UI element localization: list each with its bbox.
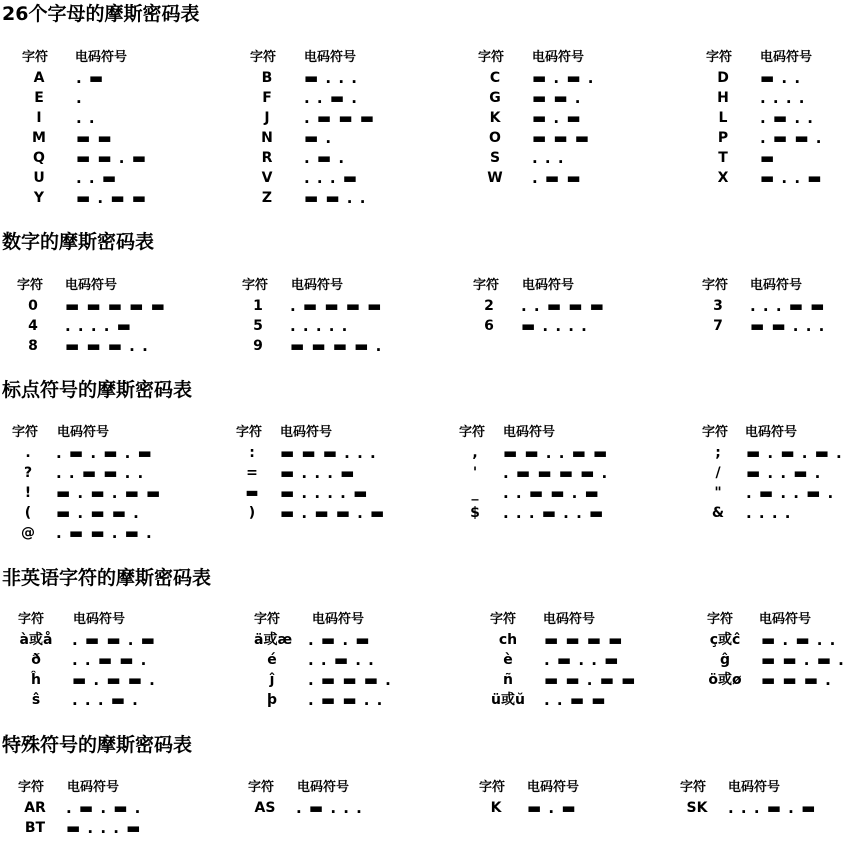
morse-char: ' xyxy=(472,465,478,481)
table-row xyxy=(702,316,848,336)
morse-char: ü或ŭ xyxy=(491,692,525,708)
morse-char: $ xyxy=(470,505,480,521)
table-row xyxy=(12,503,212,523)
table-row xyxy=(680,798,848,818)
morse-code: ▬ . ▬ ▬ xyxy=(76,189,147,207)
morse-code: . . ▬ . . xyxy=(308,651,375,669)
column-header-code: 电码符号 xyxy=(527,780,580,795)
column-header-char: 字符 xyxy=(17,278,44,293)
morse-char: Z xyxy=(261,190,273,206)
morse-char: T xyxy=(718,150,728,166)
table-row xyxy=(18,630,218,650)
column-header-char: 字符 xyxy=(22,50,49,65)
table-row xyxy=(478,128,678,148)
section-title: 非英语字符的摩斯密码表 xyxy=(2,567,212,589)
table-row xyxy=(18,818,218,838)
morse-code: ▬ . xyxy=(304,129,333,147)
morse-code: ▬ . . . ▬ xyxy=(66,819,142,837)
morse-code: . . . . . xyxy=(290,317,349,335)
morse-char: è xyxy=(503,652,513,668)
morse-char: J xyxy=(264,110,270,126)
morse-code: . . ▬ ▬ . . xyxy=(56,464,145,482)
morse-char: D xyxy=(717,70,729,86)
table-row xyxy=(254,650,454,670)
morse-char: ch xyxy=(498,632,518,648)
table-row xyxy=(702,483,848,503)
morse-code: . ▬ ▬ ▬ xyxy=(304,109,375,127)
column-header-code: 电码符号 xyxy=(297,780,350,795)
morse-char: AS xyxy=(254,800,276,816)
morse-code: . ▬ ▬ xyxy=(532,169,582,187)
morse-char: I xyxy=(36,110,42,126)
column-header-char: 字符 xyxy=(248,780,275,795)
morse-char: N xyxy=(261,130,273,146)
morse-code: ▬ . ▬ . xyxy=(532,69,595,87)
morse-code: . . ▬ ▬ ▬ xyxy=(521,297,605,315)
morse-char: S xyxy=(489,150,501,166)
morse-char: E xyxy=(34,90,44,106)
column-header-code: 电码符号 xyxy=(291,278,344,293)
morse-code: ▬ . ▬ ▬ . xyxy=(56,504,140,522)
morse-char: AR xyxy=(24,800,46,816)
table-row xyxy=(250,188,450,208)
table-row xyxy=(490,630,690,650)
morse-code: . . ▬ . xyxy=(304,89,358,107)
morse-code: ▬ ▬ ▬ ▬ . xyxy=(290,337,383,355)
section-punctuation xyxy=(0,378,848,401)
column-header-char: 字符 xyxy=(12,425,39,440)
morse-code: ▬ . ▬ . ▬ ▬ xyxy=(56,484,162,502)
morse-char: X xyxy=(717,170,729,186)
morse-code: ▬ . . . ▬ xyxy=(280,464,356,482)
morse-code: . ▬ . . ▬ . xyxy=(746,484,835,502)
morse-char: W xyxy=(487,170,503,186)
morse-code: . . ▬ xyxy=(76,169,118,187)
column-header-char: 字符 xyxy=(702,425,729,440)
column-header-char: 字符 xyxy=(459,425,486,440)
morse-char: & xyxy=(711,505,725,521)
table-row xyxy=(702,296,848,316)
column-header-code: 电码符号 xyxy=(65,278,118,293)
table-row xyxy=(706,88,848,108)
table-row xyxy=(18,798,218,818)
column-header-code: 电码符号 xyxy=(750,278,803,293)
morse-char: BT xyxy=(24,820,46,836)
table-row xyxy=(459,483,659,503)
table-row xyxy=(12,523,212,543)
column-header-char: 字符 xyxy=(707,612,734,627)
column-header-char: 字符 xyxy=(254,612,281,627)
table-row xyxy=(242,316,442,336)
table-row xyxy=(236,443,436,463)
morse-code: ▬ . ▬ . . xyxy=(761,631,837,649)
morse-char: 7 xyxy=(713,318,723,334)
morse-code: . . ▬ ▬ . xyxy=(72,651,148,669)
morse-code: . ▬ . ▬ . ▬ xyxy=(56,444,153,462)
morse-code: ▬ ▬ . ▬ ▬ xyxy=(544,671,637,689)
column-header-code: 电码符号 xyxy=(304,50,357,65)
table-row xyxy=(479,798,679,818)
morse-code: ▬ ▬ ▬ . . xyxy=(65,337,149,355)
table-row xyxy=(478,108,678,128)
morse-code: ▬ . ▬ ▬ . ▬ xyxy=(280,504,386,522)
morse-char: 2 xyxy=(484,298,494,314)
column-header-code: 电码符号 xyxy=(57,425,110,440)
table-row xyxy=(706,68,848,88)
morse-code: . . xyxy=(76,109,96,127)
morse-code: ▬ ▬ . xyxy=(532,89,582,107)
morse-code: . . . ▬ . . ▬ xyxy=(503,504,605,522)
morse-char: þ xyxy=(266,692,278,708)
morse-code: . . . xyxy=(532,149,565,167)
morse-char: R xyxy=(261,150,273,166)
morse-char: Y xyxy=(33,190,45,206)
morse-code: . ▬ ▬ ▬ ▬ . xyxy=(503,464,609,482)
morse-code: . xyxy=(76,89,83,107)
column-header-char: 字符 xyxy=(242,278,269,293)
table-row xyxy=(702,443,848,463)
morse-code: . ▬ ▬ . xyxy=(760,129,823,147)
table-row xyxy=(18,690,218,710)
column-header-code: 电码符号 xyxy=(759,612,812,627)
morse-code: ▬ . ▬ ▬ . xyxy=(72,671,156,689)
column-header-char: 字符 xyxy=(18,780,45,795)
morse-code: ▬ . . xyxy=(760,69,802,87)
column-header-code: 电码符号 xyxy=(543,612,596,627)
section-letters xyxy=(0,2,848,25)
morse-char: C xyxy=(489,70,501,86)
morse-char: 9 xyxy=(253,338,263,354)
table-row xyxy=(490,690,690,710)
morse-char: V xyxy=(261,170,273,186)
morse-char: ) xyxy=(248,505,256,521)
morse-code: . ▬ ▬ . ▬ xyxy=(72,631,156,649)
morse-char: K xyxy=(489,110,501,126)
morse-code: . . . ▬ ▬ xyxy=(750,297,826,315)
morse-char: @ xyxy=(21,525,35,541)
morse-char: " xyxy=(714,485,722,501)
column-header-code: 电码符号 xyxy=(522,278,575,293)
morse-code: ▬ ▬ ▬ . xyxy=(761,671,832,689)
table-row xyxy=(478,88,678,108)
column-header-char: 字符 xyxy=(680,780,707,795)
morse-char: ĝ xyxy=(719,652,731,668)
column-header-code: 电码符号 xyxy=(73,612,126,627)
morse-code: . . . . xyxy=(746,504,792,522)
morse-code: . . . . xyxy=(760,89,806,107)
table-row xyxy=(707,630,848,650)
column-header-code: 电码符号 xyxy=(728,780,781,795)
column-header-char: 字符 xyxy=(473,278,500,293)
morse-char: ĥ xyxy=(31,672,41,688)
morse-char: / xyxy=(715,465,721,481)
morse-code: ▬ ▬ . . . xyxy=(750,317,826,335)
table-row xyxy=(242,336,442,356)
morse-char: L xyxy=(718,110,728,126)
section-digits xyxy=(0,230,848,253)
table-row xyxy=(236,503,436,523)
column-header-char: 字符 xyxy=(18,612,45,627)
table-row xyxy=(236,483,436,503)
morse-code: ▬ ▬ ▬ ▬ ▬ xyxy=(65,297,166,315)
section-title: 26个字母的摩斯密码表 xyxy=(2,3,200,25)
column-header-code: 电码符号 xyxy=(503,425,556,440)
table-row xyxy=(459,463,659,483)
table-row xyxy=(12,463,212,483)
column-header-code: 电码符号 xyxy=(532,50,585,65)
morse-char: 8 xyxy=(28,338,38,354)
morse-code: . ▬ . ▬ xyxy=(308,631,371,649)
morse-char: 5 xyxy=(253,318,263,334)
morse-code: ▬ ▬ . . ▬ ▬ xyxy=(503,444,609,462)
morse-char: é xyxy=(267,652,277,668)
section-non-english xyxy=(0,566,848,589)
morse-code: . . ▬ ▬ . ▬ xyxy=(503,484,600,502)
table-row xyxy=(250,108,450,128)
table-row xyxy=(17,296,217,316)
table-row xyxy=(22,148,222,168)
morse-code: ▬ ▬ ▬ ▬ xyxy=(544,631,624,649)
section-title: 标点符号的摩斯密码表 xyxy=(2,379,193,401)
morse-code: . ▬ ▬ ▬ . xyxy=(308,671,392,689)
table-row xyxy=(12,443,212,463)
morse-char: ä或æ xyxy=(254,632,293,648)
morse-char: 3 xyxy=(713,298,723,314)
morse-code: ▬ ▬ ▬ . . . xyxy=(280,444,377,462)
morse-code: . . . ▬ . xyxy=(72,691,139,709)
morse-code: . ▬ . . ▬ xyxy=(544,651,620,669)
morse-code: ▬ ▬ . ▬ . xyxy=(761,651,845,669)
morse-char: = xyxy=(246,465,258,481)
table-row xyxy=(254,690,454,710)
column-header-char: 字符 xyxy=(478,50,505,65)
column-header-code: 电码符号 xyxy=(312,612,365,627)
table-row xyxy=(242,296,442,316)
morse-char: Q xyxy=(33,150,45,166)
table-row xyxy=(706,128,848,148)
column-header-code: 电码符号 xyxy=(760,50,813,65)
morse-code: . ▬ ▬ ▬ ▬ xyxy=(290,297,383,315)
morse-code: . ▬ ▬ . . xyxy=(308,691,384,709)
morse-char: SK xyxy=(686,800,708,816)
morse-code: . ▬ . xyxy=(304,149,346,167)
column-header-char: 字符 xyxy=(250,50,277,65)
table-row xyxy=(473,316,673,336)
morse-code: ▬ ▬ . ▬ xyxy=(76,149,147,167)
table-row xyxy=(250,68,450,88)
morse-char: F xyxy=(262,90,272,106)
table-row xyxy=(22,108,222,128)
table-row xyxy=(22,128,222,148)
morse-code: . ▬ . . . xyxy=(296,799,363,817)
table-row xyxy=(236,463,436,483)
morse-code: ▬ . . . . xyxy=(521,317,588,335)
morse-char: ö或ø xyxy=(708,672,742,688)
column-header-char: 字符 xyxy=(490,612,517,627)
table-row xyxy=(22,68,222,88)
morse-code: ▬ . ▬ . ▬ . xyxy=(746,444,843,462)
section-title: 数字的摩斯密码表 xyxy=(2,231,155,253)
morse-char: ▬ xyxy=(245,485,259,501)
table-row xyxy=(706,108,848,128)
morse-code: ▬ . . . xyxy=(304,69,358,87)
morse-code: . . . ▬ . ▬ xyxy=(728,799,817,817)
section-special xyxy=(0,733,848,756)
morse-char: ! xyxy=(24,485,32,501)
morse-char: B xyxy=(261,70,273,86)
morse-code: ▬ ▬ ▬ xyxy=(532,129,590,147)
column-header-code: 电码符号 xyxy=(745,425,798,440)
morse-code: ▬ . ▬ xyxy=(532,109,582,127)
table-row xyxy=(18,650,218,670)
column-header-char: 字符 xyxy=(479,780,506,795)
morse-char: 4 xyxy=(28,318,38,334)
table-row xyxy=(18,670,218,690)
morse-code: . ▬ ▬ . ▬ . xyxy=(56,524,153,542)
table-row xyxy=(459,443,659,463)
column-header-code: 电码符号 xyxy=(75,50,128,65)
morse-char: A xyxy=(33,70,45,86)
morse-code: ▬ . ▬ xyxy=(527,799,577,817)
morse-code: ▬ . . . . ▬ xyxy=(280,484,369,502)
morse-char: ? xyxy=(23,465,33,481)
table-row xyxy=(707,650,848,670)
morse-code: . ▬ . . xyxy=(760,109,814,127)
morse-char: 1 xyxy=(253,298,263,314)
table-row xyxy=(478,148,678,168)
morse-code: . ▬ . ▬ . xyxy=(66,799,142,817)
morse-char: U xyxy=(33,170,45,186)
column-header-char: 字符 xyxy=(236,425,263,440)
morse-char: 6 xyxy=(484,318,494,334)
morse-char: : xyxy=(249,445,255,461)
column-header-char: 字符 xyxy=(706,50,733,65)
morse-char: ( xyxy=(24,505,32,521)
morse-char: à或å xyxy=(19,632,53,648)
morse-code: . . ▬ ▬ xyxy=(544,691,607,709)
table-row xyxy=(17,316,217,336)
morse-char: ç或ĉ xyxy=(709,632,741,648)
morse-char: _ xyxy=(471,485,479,501)
table-row xyxy=(473,296,673,316)
morse-code: ▬ . . ▬ xyxy=(760,169,823,187)
morse-char: M xyxy=(32,130,46,146)
column-header-code: 电码符号 xyxy=(280,425,333,440)
morse-char: . xyxy=(25,445,31,461)
table-row xyxy=(22,188,222,208)
morse-char: G xyxy=(489,90,501,106)
morse-char: ĵ xyxy=(269,672,275,688)
morse-char: 0 xyxy=(28,298,38,314)
morse-code: ▬ ▬ . . xyxy=(304,189,367,207)
table-row xyxy=(478,168,678,188)
table-row xyxy=(706,168,848,188)
morse-char: P xyxy=(717,130,729,146)
morse-char: ; xyxy=(715,445,721,461)
table-row xyxy=(250,88,450,108)
morse-code: . . . . ▬ xyxy=(65,317,132,335)
table-row xyxy=(22,88,222,108)
morse-char: ð xyxy=(31,652,41,668)
morse-code: . ▬ xyxy=(76,69,105,87)
morse-code: ▬ . . ▬ . xyxy=(746,464,822,482)
table-row xyxy=(17,336,217,356)
table-row xyxy=(250,148,450,168)
morse-code: ▬ xyxy=(760,149,776,167)
column-header-char: 字符 xyxy=(702,278,729,293)
table-row xyxy=(22,168,222,188)
table-row xyxy=(702,503,848,523)
table-row xyxy=(250,168,450,188)
table-row xyxy=(248,798,448,818)
table-row xyxy=(254,630,454,650)
table-row xyxy=(459,503,659,523)
morse-char: H xyxy=(717,90,729,106)
morse-char: , xyxy=(472,445,478,461)
morse-char: K xyxy=(490,800,502,816)
table-row xyxy=(478,68,678,88)
table-row xyxy=(706,148,848,168)
table-row xyxy=(12,483,212,503)
table-row xyxy=(254,670,454,690)
morse-code: . . . ▬ xyxy=(304,169,358,187)
table-row xyxy=(702,463,848,483)
column-header-code: 电码符号 xyxy=(67,780,120,795)
morse-char: ñ xyxy=(503,672,513,688)
table-row xyxy=(707,670,848,690)
morse-char: ŝ xyxy=(31,692,41,708)
table-row xyxy=(490,670,690,690)
table-row xyxy=(250,128,450,148)
morse-char: O xyxy=(489,130,501,146)
table-row xyxy=(490,650,690,670)
section-title: 特殊符号的摩斯密码表 xyxy=(2,734,193,756)
morse-code: ▬ ▬ xyxy=(76,129,113,147)
